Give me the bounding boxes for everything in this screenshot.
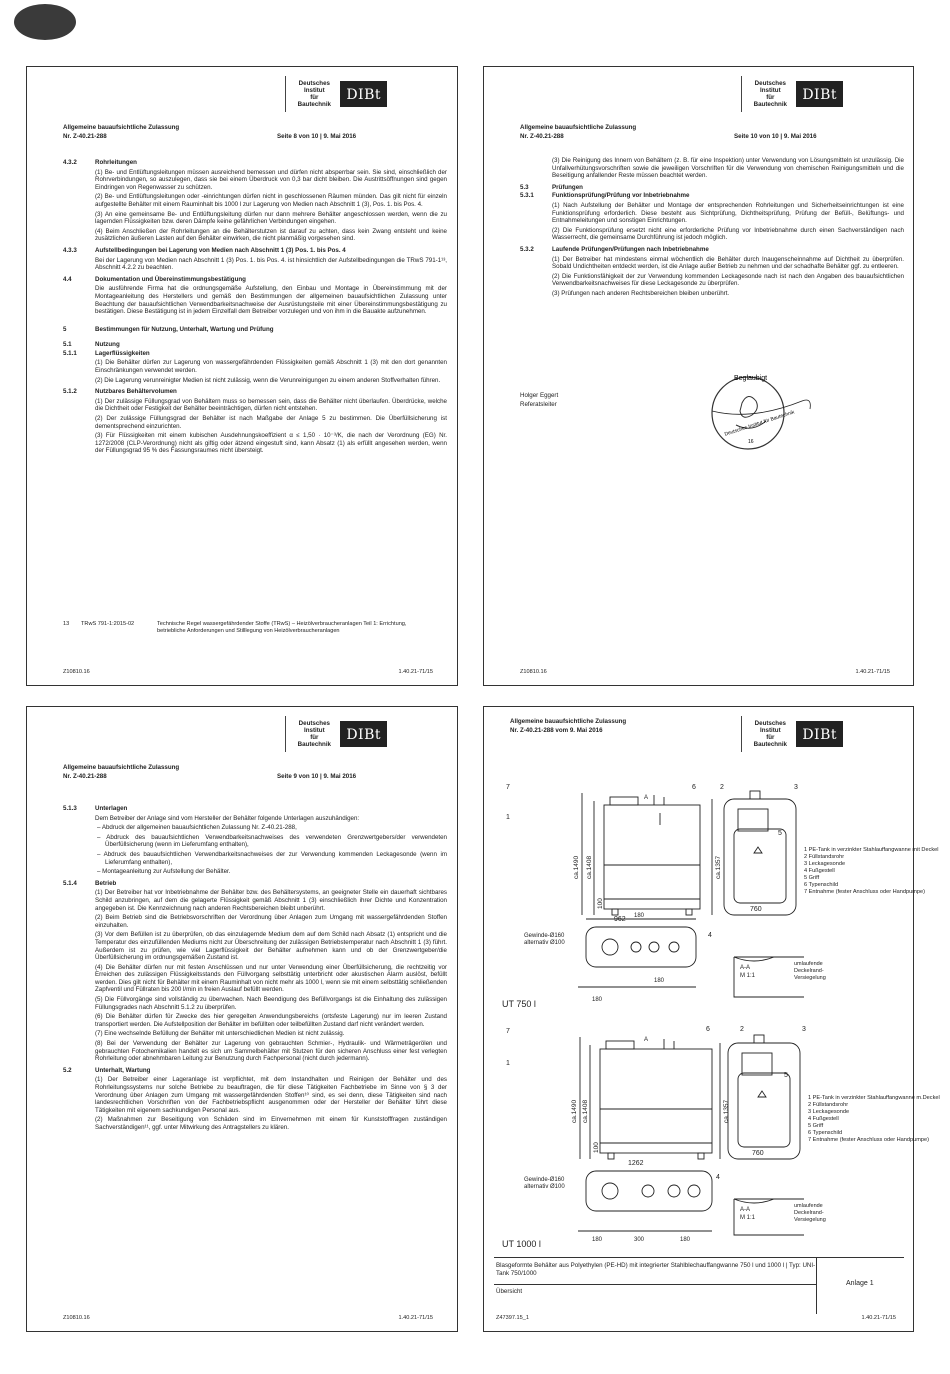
svg-text:1: 1 bbox=[506, 814, 510, 821]
svg-text:2 Füllstandsrohr: 2 Füllstandsrohr bbox=[808, 1102, 849, 1108]
dibt-logo: Deutsches Institut für Bautechnik DIBt bbox=[741, 715, 843, 753]
svg-text:M 1:1: M 1:1 bbox=[740, 973, 756, 979]
svg-text:A: A bbox=[644, 795, 649, 801]
label-ut-1000: UT 1000 l bbox=[502, 1239, 541, 1249]
svg-text:4 Fußgestell: 4 Fußgestell bbox=[804, 868, 835, 874]
dibt-logo: Deutsches Institut für Bautechnik DIBt bbox=[285, 75, 387, 113]
svg-text:Deutsches Institut für Bautech: Deutsches Institut für Bautechnik bbox=[723, 409, 796, 438]
page-header: Allgemeine bauaufsichtliche Zulassung Nr. Z-40.21-288 Seite 9 von 10 | 9. Mai 2016 bbox=[63, 764, 357, 780]
page-header: Allgemeine bauaufsichtliche Zulassung Nr. Z-40.21-288 Seite 10 von 10 | 9. Mai 2016 bbox=[520, 124, 817, 140]
svg-text:4 Fußgestell: 4 Fußgestell bbox=[808, 1116, 839, 1122]
svg-text:5 Griff: 5 Griff bbox=[804, 875, 820, 881]
svg-text:alternativ Ø100: alternativ Ø100 bbox=[524, 940, 565, 946]
svg-text:3 Leckagesonde: 3 Leckagesonde bbox=[804, 861, 846, 867]
svg-text:7: 7 bbox=[506, 784, 510, 791]
svg-text:5: 5 bbox=[778, 830, 782, 837]
svg-text:umlaufende: umlaufende bbox=[794, 1203, 823, 1209]
svg-text:6: 6 bbox=[706, 1026, 710, 1033]
page-header: Allgemeine bauaufsichtliche Zulassung Nr. Z-40.21-288 Seite 8 von 10 | 9. Mai 2016 bbox=[63, 124, 357, 140]
svg-text:Deckelrand-: Deckelrand- bbox=[794, 968, 824, 974]
svg-text:A-A: A-A bbox=[740, 1207, 751, 1213]
tank-750-top bbox=[578, 919, 696, 987]
page-body: 5.1.3 Unterlagen Dem Betreiber der Anlage sind vom Hersteller der Behälter folgende Unterlagen auszuhändigen: – Abdruck der allgemeinen bauaufsichtlichen Zulassung Nr. Z-40.21-288, – Abdruck des bauaufsichtlichen Verwendbarkeitsnachweises des verwendeten Grenzwertgebers/der verwendeten Überfüllsicherung (wenn im Lieferumfang enthalten), – Abdruck des bauaufsichtlichen Verwendbarkeitsnachweises der zur Verwendung kommenden Leckagesonde (wenn im Lieferumfang enthalten), – Montageanleitung zur Aufstellung der Behälter. 5.1.4 Betrieb (1) Der Betreiber hat vor Inbetriebnahme der Behälter bzw. des Behältersystems, an geeigneter Stelle ein dauerhaft sichtbares Schild anzubringen, auf dem die gelagerte Flüssigkeit gemäß Abschnitt 1 (3) einschließlich ihrer Dichte und Konzentration angegeben ist. Die Kennzeichnung nach anderen Rechtsbereichen bleibt unberührt. (2) Beim Betrieb sind die Betriebsvorschriften der Verordnung über Anlagen zum Umgang mit wassergefährdenden Stoffen einzuhalten. (3) Vor dem Befüllen ist zu überprüfen, ob das einzulagernde Medium dem auf dem Schild nach Absatz (1) entspricht und die Temperatur des einzufüllenden Mediums nicht zur Überschreitung der zulässigen Betriebstemperatur nach Abschnitt 1 (3) führt. Außerdem ist zu prüfen, wie viel Lagerflüssigkeit der Behälter aufnehmen kann und ob der Grenzwertgeber/die Überfüllsicherung im ordnungsgemäßen Zustand ist. (4) Die Behälter dürfen nur mit festen Anschlüssen und nur unter Verwendung einer Überfüllsicherung, die rechtzeitig vor Erreichen des zulässigen Flüssigkeitsstands den Füllvorgang selbsttätig unterbricht oder akustischen Alarm auslöst, befüllt werden. Dies gilt nicht für Behälter mit einem Rauminhalt von nicht mehr als 1000 l, wenn sie mit einem selbsttätig schließenden Zapfventil und Füllraten bis 200 l/min in freien Auslauf befüllt werden. (5) Die Füllvorgänge sind vollständig zu überwachen. Nach Beendigung des Befüllvorgangs ist die Einhaltung des zulässigen Füllungsgrades nach Abschnitt 5.1.2 zu überprüfen. (6) Die Behälter dürfen für Zwecke des hier geregelten Anwendungsbereichs (ortsfeste Lagerung) nur im leeren Zustand transportiert werden. Die Aufstellposition der Behälter im befüllten oder teilbefüllten Zustand darf nicht verändert werden. (7) Eine wechselnde Befüllung der Behälter mit unterschiedlichen Medien ist nicht zulässig. (8) Bei der Verwendung der Behälter zur Lagerung von gebrauchten Schmier-, Hydraulik- und Wärmeträgerölen und gebrauchten Fotochemikalien handelt es sich um Sammelbehälter mit Stutzen für den sicheren Anschluss einer fest verlegten Rohrleitung oder abnehmbaren Leitung zur Benutzung durch Fachpersonal (nicht durch jedermann). 5.2 Unterhalt, Wartung (1) Der Betreiber einer Lageranlage ist verpflichtet, mit dem Instandhalten und Reinigen der Behälter und des Rohrleitungssystems nur solche Betriebe zu beauftragen, die für diese Tätigkeiten Fachbetriebe im Sinne von § 3 der Verordnung über Anlagen zum Umgang mit wassergefährdenden Stoffen¹⁰ sind, es sei denn, diese Tätigkeiten sind nach landesrechtlichen Vorschriften von der Fachbetriebspflicht ausgenommen oder der Hersteller der Behälter führt diese Tätigkeiten mit eigenem sachkundigen Personal aus. (2) Maßnahmen zur Beseitigung von Schäden sind im Einvernehmen mit einem für Kunststofffragen zuständigen Sachverständigen¹¹, ggf. unter Mitwirkung des Antragstellers zu klären. bbox=[63, 805, 447, 1131]
page-body: 4.3.2 Rohrleitungen (1) Be- und Entlüftungsleitungen müssen ausreichend bemessen und dürfen nicht absperrbar sein. Sie sind, einschließlich der Rohrverbindungen, so auszulegen, dass sie bei einem Überdruck von 0,3 bar dicht bleiben. Die Austrittsöffnungen sind gegen Eindringen von Regenwasser zu schützen. (2) Be- und Entlüftungsleitungen oder -einrichtungen dürfen nicht in geschlossenen Räumen münden. Das gilt nicht für einzeln aufgestellte Behälter mit einem Rauminhalt bis 1000 l zur Lagerung von Medien nach Abschnitt 1 (3), Pos. 1. bis Pos. 4. (3) An eine gemeinsame Be- und Entlüftungsleitung dürfen nur dann mehrere Behälter angeschlossen werden, wenn die zu lagernden Flüssigkeiten bzw. deren Dämpfe keine gefährlichen Verbindungen eingehen. (4) Beim Anschließen der Rohrleitungen an die Behälterstutzen ist darauf zu achten, dass kein Zwang entsteht und keine zusätzlichen äußeren Lasten auf den Behälter einwirken, die nicht planmäßig vorgesehen sind. 4.3.3 Aufstellbedingungen bei Lagerung von Medien nach Abschnitt 1 (3) Pos. 1. bis Pos. 4 Bei der Lagerung von Medien nach Abschnitt 1 (3) Pos. 1. bis Pos. 4. ist hinsichtlich der Aufstellbedingungen die TRwS 791-1¹³, Abschnitt 4.2.2 zu beachten. 4.4 Dokumentation und Übereinstimmungsbestätigung Die ausführende Firma hat die ordnungsgemäße Aufstellung, den Einbau und Montage in Übereinstimmung mit der Montageanleitung des Herstellers und gemäß den Bestimmungen der allgemeinen bauaufsichtlichen Zulassung unter Beachtung der bauaufsichtlichen Verwendbarkeitsnachweise der Ausrüstungsteile mit einer Übereinstimmungsbestätigung zu bestätigen. Diese Bestätigung ist in jedem Einzelfall dem Betreiber vorzulegen und von ihm in die Bauakte aufzunehmen. 5 Bestimmungen für Nutzung, Unterhalt, Wartung und Prüfung 5.1 Nutzung 5.1.1 Lagerflüssigkeiten (1) Die Behälter dürfen zur Lagerung von wassergefährdenden Flüssigkeiten gemäß Abschnitt 1 (3) mit den dort genannten Einschränkungen verwendet werden. (2) Die Lagerung verunreinigter Medien ist nicht zulässig, wenn die Verunreinigungen zu einem anderen Stoffverhalten führen. 5.1.2 Nutzbares Behältervolumen (1) Der zulässige Füllungsgrad von Behältern muss so bemessen sein, dass die Behälter nicht überlaufen. Überdrücke, welche die Dichtheit oder Festigkeit der Behälter beeinträchtigen, dürfen nicht entstehen. (2) Der zulässige Füllungsgrad der Behälter ist nach Maßgabe der Anlage 5 zu bestimmen. Die Überfüllsicherung ist dementsprechend einzurichten. (3) Für Flüssigkeiten mit einem kubischen Ausdehnungskoeffizient α ≤ 1,50 · 10⁻³/K, die nach der Verordnung (EG) Nr. 1272/2008 (CLP-Verordnung) nicht als giftig oder ätzend eingestuft sind, kann Absatz (1) als erfüllt angesehen werden, wenn der Füllungsgrad 95 % des Fassungsraumes nicht übersteigt. bbox=[63, 159, 447, 455]
svg-text:760: 760 bbox=[752, 1150, 764, 1157]
svg-text:100: 100 bbox=[597, 898, 604, 909]
page-footer: Z10810.16 1.40.21-71/15 bbox=[63, 669, 433, 675]
page-anlage-1 bbox=[483, 706, 940, 1332]
svg-text:A: A bbox=[644, 1037, 649, 1043]
page-body: (3) Die Reinigung des Innern von Behältern (z. B. für eine Inspektion) unter Verwendung von Lösungsmitteln ist unzulässig. Die Unfallverhütungsvorschriften sowie die jeweiligen Vorschriften für die Verwendung von chemischen Reinigungsmitteln und die Beseitigung anfallender Reste müssen beachtet werden. 5.3 Prüfungen 5.3.1 Funktionsprüfung/Prüfung vor Inbetriebnahme (1) Nach Aufstellung der Behälter und Montage der entsprechenden Rohrleitungen und Sicherheitseinrichtungen ist eine Funktionsprüfung erforderlich. Diese besteht aus Sichtprüfung, Dichtheitsprüfung, Prüfung der Befüll-, Belüftungs- und Entnahmeleitungen und sonstigen Einrichtungen. (2) Die Funktionsprüfung ersetzt nicht eine erforderliche Prüfung vor Inbetriebnahme durch einen Sachverständigen nach Wasserrecht, die gemeinsame Durchführung ist jedoch möglich. 5.3.2 Laufende Prüfungen/Prüfungen nach Inbetriebnahme (1) Der Betreiber hat mindestens einmal wöchentlich die Behälter durch Inaugenscheinnahme auf Dichtheit zu überprüfen. Sobald Undichtheiten entdeckt werden, ist die Anlage außer Betrieb zu nehmen und der schadhafte Behälter ggf. zu entleeren. (2) Die Funktionsfähigkeit der zur Verwendung kommenden Leckagesonde nach ist nach den Angaben des bauaufsichtlichen Verwendbarkeitsnachweises für diese Leckagesonde zu überprüfen. (3) Prüfungen nach anderen Rechtsbereichen bleiben unberührt. bbox=[520, 157, 904, 297]
page-header: Allgemeine bauaufsichtliche Zulassung Nr. Z-40.21-288 vom 9. Mai 2016 bbox=[510, 718, 627, 734]
page-footer: Z10810.16 1.40.21-71/15 bbox=[63, 1315, 433, 1321]
svg-text:6 Typenschild: 6 Typenschild bbox=[808, 1130, 843, 1136]
page-9 bbox=[26, 706, 458, 1332]
svg-text:ca.1357: ca.1357 bbox=[723, 1099, 730, 1123]
svg-text:ca.1490: ca.1490 bbox=[571, 1099, 578, 1123]
svg-text:962: 962 bbox=[614, 916, 626, 923]
svg-text:A-A: A-A bbox=[740, 965, 751, 971]
svg-text:1: 1 bbox=[506, 1060, 510, 1067]
svg-text:Gewinde-Ø160: Gewinde-Ø160 bbox=[524, 933, 565, 939]
svg-text:2: 2 bbox=[720, 784, 724, 791]
svg-text:180: 180 bbox=[592, 997, 603, 1003]
svg-text:alternativ Ø100: alternativ Ø100 bbox=[524, 1184, 565, 1190]
svg-text:180: 180 bbox=[592, 1237, 603, 1243]
svg-text:ca.1408: ca.1408 bbox=[582, 1099, 589, 1123]
page-10 bbox=[483, 66, 914, 686]
technical-drawing bbox=[494, 769, 940, 1253]
svg-text:Beglaubigt: Beglaubigt bbox=[734, 375, 768, 382]
tank-1000-front bbox=[580, 1037, 720, 1159]
svg-text:300: 300 bbox=[634, 1237, 645, 1243]
svg-text:1 PE-Tank in verzinkter Stahla: 1 PE-Tank in verzinkter Stahlauffangwanne m.Deckel bbox=[808, 1095, 940, 1101]
svg-text:umlaufende: umlaufende bbox=[794, 961, 823, 967]
svg-text:3: 3 bbox=[802, 1026, 806, 1033]
decorative-blob bbox=[14, 4, 76, 40]
svg-text:760: 760 bbox=[750, 906, 762, 913]
svg-text:M 1:1: M 1:1 bbox=[740, 1215, 756, 1221]
svg-text:180: 180 bbox=[680, 1237, 691, 1243]
svg-text:180: 180 bbox=[654, 978, 665, 984]
tank-750-front bbox=[582, 793, 712, 915]
svg-text:4: 4 bbox=[708, 932, 712, 939]
svg-text:7: 7 bbox=[506, 1028, 510, 1035]
svg-text:1262: 1262 bbox=[628, 1160, 644, 1167]
svg-text:100: 100 bbox=[593, 1142, 600, 1153]
svg-text:16: 16 bbox=[748, 439, 754, 445]
page-footer: Z10810.16 1.40.21-71/15 bbox=[520, 669, 890, 675]
svg-text:4: 4 bbox=[716, 1174, 720, 1181]
svg-text:180: 180 bbox=[634, 913, 645, 919]
official-stamp bbox=[706, 367, 826, 457]
svg-text:3 Leckagesonde: 3 Leckagesonde bbox=[808, 1109, 850, 1115]
svg-text:2: 2 bbox=[740, 1026, 744, 1033]
dibt-logo: Deutsches Institut für Bautechnik DIBt bbox=[285, 715, 387, 753]
title-block: Blasgeformte Behälter aus Polyethylen (PE-HD) mit integrierter Stahlblechauffangwanne 750 l und 1000 l | Typ: UNI-Tank 750/1000 Übersicht Anlage 1 bbox=[494, 1257, 904, 1314]
tank-750-side bbox=[724, 791, 796, 915]
svg-text:ca.1490: ca.1490 bbox=[573, 855, 580, 879]
svg-text:Gewinde-Ø160: Gewinde-Ø160 bbox=[524, 1177, 565, 1183]
tank-1000-top bbox=[578, 1171, 712, 1231]
signature-block: Holger Eggert Referatsleiter bbox=[520, 392, 559, 408]
svg-text:6 Typenschild: 6 Typenschild bbox=[804, 882, 839, 888]
dibt-logo: Deutsches Institut für Bautechnik DIBt bbox=[741, 75, 843, 113]
svg-text:1 PE-Tank in verzinkter Stahla: 1 PE-Tank in verzinkter Stahlauffangwanne mit Deckel bbox=[804, 847, 939, 853]
page-footer: Z47397.15_1 1.40.21-71/15 bbox=[496, 1315, 896, 1321]
svg-text:Deckelrand-: Deckelrand- bbox=[794, 1210, 824, 1216]
svg-text:ca.1408: ca.1408 bbox=[586, 855, 593, 879]
svg-text:5: 5 bbox=[784, 1072, 788, 1079]
svg-text:7 Entnahme (fester Anschluss o: 7 Entnahme (fester Anschluss oder Handpumpe) bbox=[808, 1137, 929, 1143]
svg-text:3: 3 bbox=[794, 784, 798, 791]
label-ut-750: UT 750 l bbox=[502, 999, 536, 1009]
svg-text:Versiegelung: Versiegelung bbox=[794, 1217, 826, 1223]
svg-text:5 Griff: 5 Griff bbox=[808, 1123, 824, 1129]
page-8 bbox=[26, 66, 458, 686]
tank-1000-side bbox=[728, 1035, 800, 1159]
svg-text:6: 6 bbox=[692, 784, 696, 791]
svg-text:2 Füllstandsrohr: 2 Füllstandsrohr bbox=[804, 854, 845, 860]
legend-750 bbox=[804, 847, 939, 895]
svg-text:ca.1357: ca.1357 bbox=[715, 855, 722, 879]
svg-text:Versiegelung: Versiegelung bbox=[794, 975, 826, 981]
svg-text:7 Entnahme (fester Anschluss o: 7 Entnahme (fester Anschluss oder Handpumpe) bbox=[804, 889, 925, 895]
legend-1000 bbox=[808, 1095, 940, 1143]
footnote: 13 TRwS 791-1:2015-02 Technische Regel wassergefährdender Stoffe (TRwS) – Heizölverbraucheranlagen Teil 1: Errichtung, betriebliche Anforderungen und Stilllegung von Heizölverbraucheranlagen bbox=[63, 621, 407, 634]
